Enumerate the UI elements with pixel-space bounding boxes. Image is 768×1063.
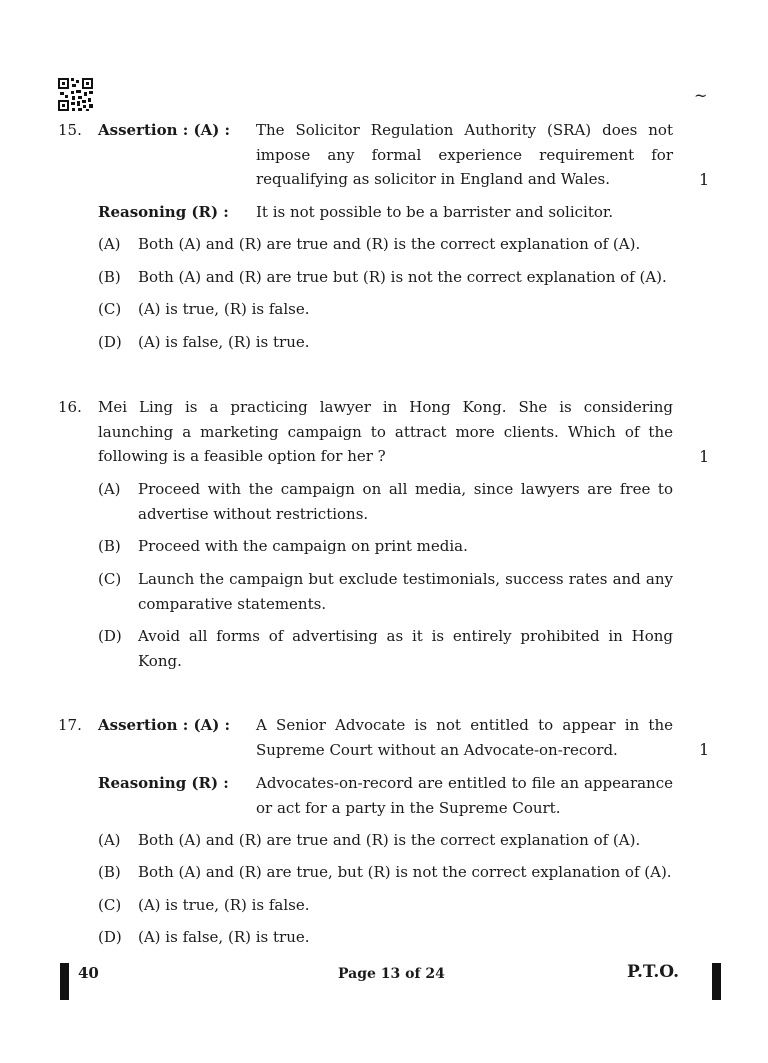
option <box>98 925 673 950</box>
marks: 1 <box>699 170 710 189</box>
option <box>98 828 673 853</box>
marks: 1 <box>699 447 710 466</box>
option-label: (D) <box>98 928 122 946</box>
footer-code: 40 <box>78 964 99 982</box>
option-text: (A) is true, (R) is false. <box>138 896 310 914</box>
assertion-text: A Senior Advocate is not entitled to appear in the Supreme Court without an Advocate-on-record. <box>256 716 673 759</box>
option-text: (A) is false, (R) is true. <box>138 928 310 946</box>
option <box>98 893 673 918</box>
option-text: Both (A) and (R) are true and (R) is the correct explanation of (A). <box>138 235 641 253</box>
option <box>98 567 673 616</box>
option-text: Proceed with the campaign on print media. <box>138 537 468 555</box>
question-number: 16. <box>58 398 82 416</box>
option-label: (B) <box>98 863 121 881</box>
pto-label: P.T.O. <box>627 962 679 982</box>
option <box>98 534 673 559</box>
option-label: (C) <box>98 896 122 914</box>
option <box>98 330 673 355</box>
option-text: Launch the campaign but exclude testimonials, success rates and any comparative statements. <box>138 570 673 613</box>
reasoning-text: Advocates-on-record are entitled to file an appearance or act for a party in the Supreme Court. <box>256 774 673 817</box>
footer-bar-right <box>712 963 721 1000</box>
reasoning-text: It is not possible to be a barrister and solicitor. <box>256 203 614 221</box>
assertion-label: Assertion : (A) : <box>98 716 231 734</box>
question-text: Mei Ling is a practicing lawyer in Hong Kong. She is considering launching a marketing campaign to attract more clients. Which of the following is a feasible option for her ? <box>98 398 673 465</box>
reasoning-label: Reasoning (R) : <box>98 203 229 221</box>
option-text: (A) is false, (R) is true. <box>138 333 310 351</box>
option-label: (B) <box>98 537 121 555</box>
option-label: (A) <box>98 480 121 498</box>
assertion-text: The Solicitor Regulation Authority (SRA) does not impose any formal experience requirement for requalifying as solicitor in England and Wales. <box>256 121 673 188</box>
option <box>98 232 673 257</box>
option <box>98 477 673 526</box>
option-label: (B) <box>98 268 121 286</box>
reasoning-label: Reasoning (R) : <box>98 774 229 792</box>
qr-code <box>58 78 94 112</box>
option <box>98 860 673 885</box>
option-text: Both (A) and (R) are true but (R) is not the correct explanation of (A). <box>138 268 667 286</box>
option <box>98 297 673 322</box>
option-label: (D) <box>98 333 122 351</box>
question-number: 17. <box>58 716 82 734</box>
option-label: (C) <box>98 570 122 588</box>
question-number: 15. <box>58 121 82 139</box>
option-label: (A) <box>98 831 121 849</box>
corner-mark: ~ <box>694 86 708 105</box>
option-label: (C) <box>98 300 122 318</box>
option-text: Both (A) and (R) are true and (R) is the correct explanation of (A). <box>138 831 641 849</box>
option-label: (A) <box>98 235 121 253</box>
footer-bar-left <box>60 963 69 1000</box>
assertion-label: Assertion : (A) : <box>98 121 231 139</box>
option-text: (A) is true, (R) is false. <box>138 300 310 318</box>
marks: 1 <box>699 740 710 759</box>
option-text: Proceed with the campaign on all media, since lawyers are free to advertise without restrictions. <box>138 480 673 523</box>
option <box>98 624 673 673</box>
option-text: Both (A) and (R) are true, but (R) is not the correct explanation of (A). <box>138 863 672 881</box>
option-label: (D) <box>98 627 122 645</box>
page-number: Page 13 of 24 <box>338 966 445 982</box>
option <box>98 265 673 290</box>
option-text: Avoid all forms of advertising as it is entirely prohibited in Hong Kong. <box>138 627 673 670</box>
